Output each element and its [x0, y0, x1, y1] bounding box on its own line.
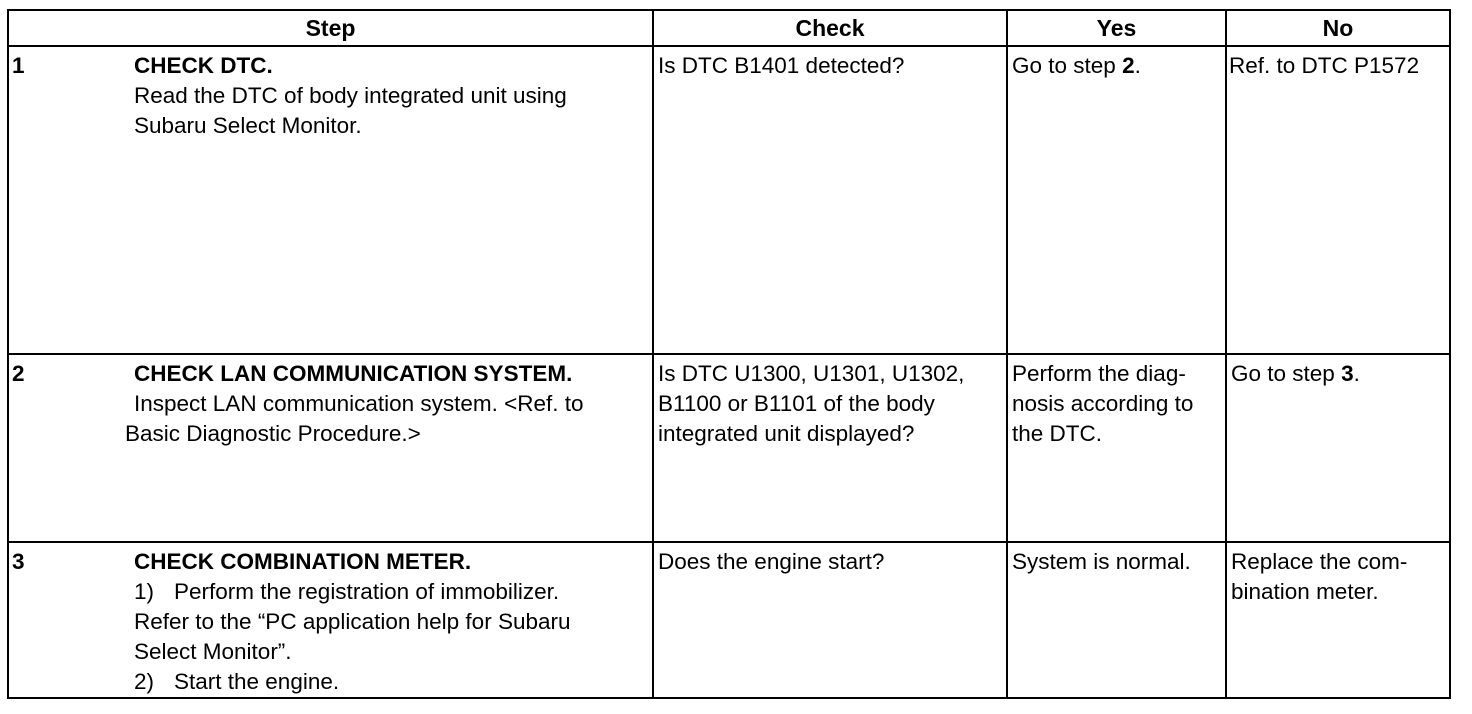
substep-line: 1) Perform the registration of immobilizer. — [134, 577, 646, 607]
yes-text: System is normal. — [1012, 549, 1191, 574]
header-step: Step — [8, 10, 653, 46]
check-text: Does the engine start? — [658, 549, 885, 574]
step-number: 2 — [12, 361, 25, 386]
diagnostic-procedure-sheet — [7, 9, 1451, 699]
table-header-row — [8, 10, 1450, 46]
step-cell — [8, 354, 653, 542]
check-text-line: integrated unit displayed? — [658, 421, 915, 446]
substep-line: Select Monitor”. — [134, 639, 292, 664]
yes-cell — [1007, 354, 1226, 542]
step-cell — [8, 46, 653, 354]
substep-line: 2) Start the engine. — [134, 667, 646, 697]
step-number: 1 — [12, 53, 25, 78]
no-text-line: Replace the com- — [1231, 549, 1408, 574]
no-cell — [1226, 46, 1450, 354]
no-cell — [1226, 542, 1450, 698]
step-text-line: Subaru Select Monitor. — [134, 113, 362, 138]
no-text: Ref. to DTC P1572 — [1229, 53, 1420, 78]
check-text-line: B1100 or B1101 of the body — [658, 391, 935, 416]
header-no: No — [1226, 10, 1450, 46]
yes-cell — [1007, 46, 1226, 354]
yes-text-line: nosis according to — [1012, 391, 1194, 416]
no-text-line: bination meter. — [1231, 579, 1379, 604]
step-text-line: Basic Diagnostic Procedure.> — [125, 421, 421, 446]
yes-text-line: the DTC. — [1012, 421, 1103, 446]
no-cell — [1226, 354, 1450, 542]
table-row — [8, 46, 1450, 354]
check-cell — [653, 354, 1007, 542]
yes-text-line: Perform the diag- — [1012, 361, 1186, 386]
check-cell — [653, 46, 1007, 354]
step-title: CHECK LAN COMMUNICATION SYSTEM. — [134, 361, 573, 386]
step-text-line: Read the DTC of body integrated unit using — [134, 83, 567, 108]
step-reference: 3 — [1341, 361, 1354, 386]
diagnostic-table — [7, 9, 1451, 699]
step-text-line: Inspect LAN communication system. <Ref. to — [134, 391, 584, 416]
step-title: CHECK DTC. — [134, 53, 273, 78]
table-row — [8, 542, 1450, 698]
check-cell — [653, 542, 1007, 698]
no-text: Go to step 3. — [1231, 361, 1360, 386]
substep-number: 2) — [134, 669, 155, 694]
header-yes: Yes — [1007, 10, 1226, 46]
table-row — [8, 354, 1450, 542]
step-title: CHECK COMBINATION METER. — [134, 549, 472, 574]
yes-text: Go to step 2. — [1012, 53, 1141, 78]
step-cell — [8, 542, 653, 698]
yes-cell — [1007, 542, 1226, 698]
substep-line: Refer to the “PC application help for Subaru — [134, 609, 571, 634]
substep-number: 1) — [134, 579, 155, 604]
step-reference: 2 — [1122, 53, 1135, 78]
check-text: Is DTC B1401 detected? — [658, 53, 905, 78]
step-number: 3 — [12, 549, 25, 574]
header-check: Check — [653, 10, 1007, 46]
check-text-line: Is DTC U1300, U1301, U1302, — [658, 361, 965, 386]
